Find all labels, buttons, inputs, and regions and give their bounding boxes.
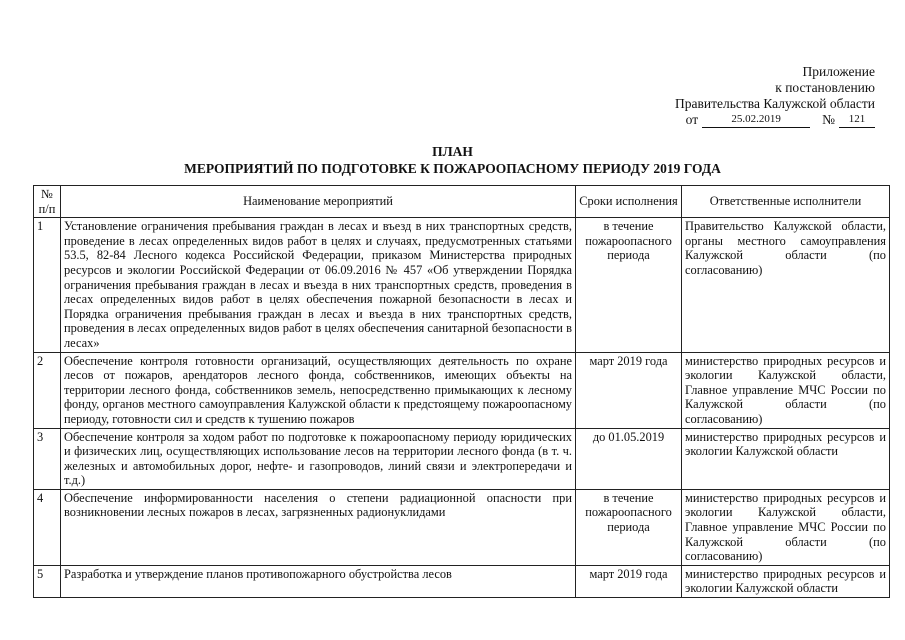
table-row: [34, 352, 890, 428]
approval-line-2: к постановлению: [775, 80, 875, 95]
number-blank: [839, 113, 875, 128]
date-blank: [702, 113, 810, 128]
row-activity: Установление ограничения пребывания граждан в лесах и въезд в них транспортных средств, проведение в лесах определенных видов работ в целях и случаях, предусмотренных статьями 53.5, 82-84 Лесного кодекса Российской Федерации, приказом Министерства природных ресурсов и экологии Российской Федерации от 06.09.2016 № 457 «Об утверждении Порядка ограничения пребывания граждан в лесах и въезда в них транспортных средств, проведения в лесах определенных видов работ в целях обеспечения пожарной безопасности в лесах и Порядка ограничения пребывания граждан в лесах и въезда в них транспортных средств, проведения в лесах определенных видов работ в целях обеспечения санитарной безопасности в лесах»: [61, 218, 576, 352]
row-term: в течение пожароопасного периода: [576, 489, 682, 565]
row-term: в течение пожароопасного периода: [576, 218, 682, 352]
title-line-2: МЕРОПРИЯТИЙ ПО ПОДГОТОВКЕ К ПОЖАРООПАСНОМУ ПЕРИОДУ 2019 ГОДА: [184, 161, 721, 176]
approval-date-number-row: [615, 112, 875, 128]
row-no: 3: [34, 428, 61, 489]
table-row: [34, 218, 890, 352]
table-header-row: [34, 186, 890, 218]
row-activity: Обеспечение контроля готовности организаций, осуществляющих деятельность по охране лесов от пожаров, арендаторов лесного фонда, собственников, имеющих объекты на территории лесного фонда, собственников земель, непосредственно примыкающих к лесному фонду, органов местного самоуправления Калужской области к предстоящему пожароопасному периоду, готовности сил и средств к тушению пожаров: [61, 352, 576, 428]
document-title: [0, 143, 905, 177]
row-activity: Обеспечение информированности населения о степени радиационной опасности при возникновении лесных пожаров в лесах, загрязненных радионуклидами: [61, 489, 576, 565]
header-activity: Наименование мероприятий: [61, 186, 576, 218]
header-no: № п/п: [34, 186, 61, 218]
approval-line-3: Правительства Калужской области: [674, 96, 875, 111]
row-no: 4: [34, 489, 61, 565]
row-no: 2: [34, 352, 61, 428]
row-no: 1: [34, 218, 61, 352]
row-activity: Обеспечение контроля за ходом работ по подготовке к пожароопасному периоду юридических и физических лиц, осуществляющих использование лесов на территории лесного фонда (в т. ч. железных и автомобильных дорог, нефте- и газопроводов, линий связи и электропередачи и т.д.): [61, 428, 576, 489]
row-responsible: министерство природных ресурсов и экологии Калужской области: [682, 565, 890, 597]
table-row: [34, 565, 890, 597]
row-responsible: Правительство Калужской области, органы местного самоуправления Калужской области (по согласованию): [682, 218, 890, 352]
from-label: от: [685, 112, 699, 127]
approval-block: [615, 64, 875, 128]
row-term: до 01.05.2019: [576, 428, 682, 489]
row-activity: Разработка и утверждение планов противопожарного обустройства лесов: [61, 565, 576, 597]
row-term: март 2019 года: [576, 565, 682, 597]
header-term: Сроки исполнения: [576, 186, 682, 218]
approval-number: 121: [848, 113, 866, 125]
row-term: март 2019 года: [576, 352, 682, 428]
row-no: 5: [34, 565, 61, 597]
row-responsible: министерство природных ресурсов и экологии Калужской области, Главное управление МЧС России по Калужской области (по согласованию): [682, 489, 890, 565]
header-responsible: Ответственные исполнители: [682, 186, 890, 218]
table-row: [34, 428, 890, 489]
table-row: [34, 489, 890, 565]
approval-line-1: Приложение: [802, 64, 875, 79]
row-responsible: министерство природных ресурсов и экологии Калужской области, Главное управление МЧС России по Калужской области (по согласованию): [682, 352, 890, 428]
plan-table: [33, 185, 890, 598]
row-responsible: министерство природных ресурсов и экологии Калужской области: [682, 428, 890, 489]
number-label: №: [822, 112, 835, 127]
title-line-1: ПЛАН: [432, 144, 473, 159]
approval-date: 25.02.2019: [731, 113, 781, 125]
